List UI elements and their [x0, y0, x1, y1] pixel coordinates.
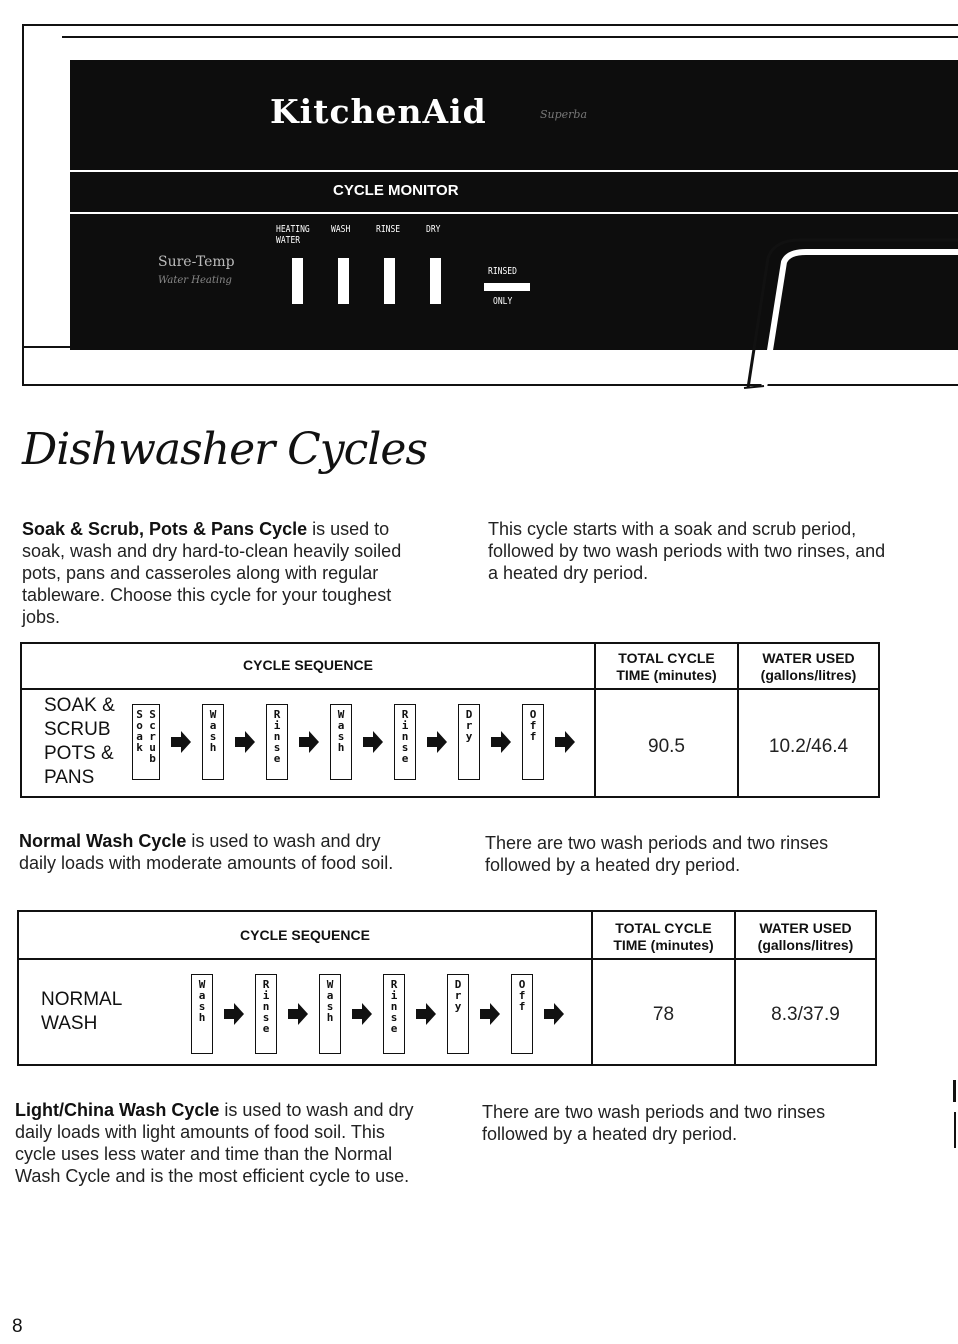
indicator-light-wash — [338, 258, 349, 304]
step-rinse: R i n s e — [394, 704, 416, 780]
cycle-name-line: WASH — [41, 1013, 98, 1034]
only-label: ONLY — [493, 296, 513, 307]
indicator-label-rinse: RINSE — [376, 224, 401, 235]
arrow-right-icon — [543, 1002, 565, 1026]
normal-wash-title: Normal Wash Cycle — [19, 831, 187, 851]
step-dry: D r y — [447, 974, 469, 1054]
indicator-light-dry — [430, 258, 441, 304]
sure-temp-sublabel: Water Heating — [158, 275, 232, 286]
cycle-name-line: NORMAL — [41, 989, 123, 1010]
normal-wash-description — [19, 830, 419, 874]
arrow-right-icon — [426, 730, 448, 754]
indicator-light-heating — [292, 258, 303, 304]
arrow-right-icon — [362, 730, 384, 754]
page-title: Dishwasher Cycles — [22, 424, 427, 475]
cycle-name-normal-wash — [41, 988, 122, 1036]
step-off: O f f — [522, 704, 544, 780]
page-number: 8 — [12, 1316, 23, 1337]
arrow-right-icon — [415, 1002, 437, 1026]
indicator-label-wash: WASH — [331, 224, 351, 235]
total-cycle-time-value: 90.5 — [648, 736, 685, 757]
total-time-header-line2: TIME (minutes) — [613, 937, 714, 953]
arrow-right-icon — [298, 730, 320, 754]
arrow-right-icon — [351, 1002, 373, 1026]
soak-scrub-side-note: This cycle starts with a soak and scrub period, followed by two wash periods with two rinses, and a heated dry period. — [488, 519, 886, 583]
light-china-title: Light/China Wash Cycle — [15, 1100, 220, 1120]
water-used-value: 10.2/46.4 — [768, 736, 849, 757]
margin-mark — [953, 1080, 956, 1102]
soak-scrub-title: Soak & Scrub, Pots & Pans Cycle — [22, 519, 308, 539]
brand-subtitle: Superba — [540, 108, 588, 121]
step-dry: D r y — [458, 704, 480, 780]
step-rinse: R i n s e — [266, 704, 288, 780]
brand-logo: KitchenAid — [270, 92, 487, 131]
arrow-right-icon — [223, 1002, 245, 1026]
cycle-name-line: SCRUB — [44, 719, 111, 740]
rinsed-only-button — [484, 283, 530, 291]
cycle-name-line: PANS — [44, 767, 95, 788]
normal-wash-text: is used to wash and dry daily loads with moderate amounts of food soil. — [19, 831, 394, 873]
water-used-header-line1: WATER USED — [759, 920, 852, 936]
arrow-right-icon — [479, 1002, 501, 1026]
step-wash: W a s h — [202, 704, 224, 780]
cycle-sequence-header: CYCLE SEQUENCE — [243, 657, 373, 673]
step-wash: W a s h — [191, 974, 213, 1054]
cycle-monitor-strip — [70, 170, 958, 214]
soak-scrub-text: is used to soak, wash and dry hard-to-clean heavily soiled pots, pans and casseroles along with regular tableware. Choose this cycle for your toughest jobs. — [22, 519, 402, 627]
water-used-header — [739, 650, 878, 684]
normal-wash-table — [17, 910, 877, 1066]
step-rinse: R i n s e — [255, 974, 277, 1054]
total-time-header-line1: TOTAL CYCLE — [618, 650, 715, 666]
arrow-right-icon — [490, 730, 512, 754]
total-time-header — [596, 650, 737, 684]
step-wash: W a s h — [330, 704, 352, 780]
light-china-text: is used to wash and dry daily loads with light amounts of food soil. This cycle uses less water and time than the Normal Wash Cycle and is the most efficient cycle to use. — [15, 1100, 414, 1186]
water-used-header-line1: WATER USED — [762, 650, 855, 666]
total-time-header-line1: TOTAL CYCLE — [615, 920, 712, 936]
normal-wash-side-note: There are two wash periods and two rinses followed by a heated dry period. — [485, 833, 829, 875]
step-off: O f f — [511, 974, 533, 1054]
cycle-monitor-label: CYCLE MONITOR — [333, 182, 459, 199]
margin-mark — [954, 1112, 956, 1148]
sure-temp-label: Sure-Temp — [158, 254, 235, 270]
total-cycle-time-value: 78 — [652, 1004, 675, 1025]
step-rinse: R i n s e — [383, 974, 405, 1054]
cycle-name-line: POTS & — [44, 743, 114, 764]
arrow-right-icon — [554, 730, 576, 754]
soak-scrub-table — [20, 642, 880, 798]
total-time-header-line2: TIME (minutes) — [616, 667, 717, 683]
step-soak-scrub: S o a k S c r u b — [132, 704, 160, 780]
indicator-label-dry: DRY — [426, 224, 441, 235]
rinsed-label: RINSED — [488, 266, 517, 277]
arrow-right-icon — [287, 1002, 309, 1026]
door-handle — [740, 228, 958, 390]
arrow-right-icon — [234, 730, 256, 754]
water-used-header-line2: (gallons/litres) — [757, 937, 854, 953]
cycle-name-line: SOAK & — [44, 695, 115, 716]
indicator-label-heating: HEATING WATER — [276, 224, 310, 246]
cycle-sequence-header: CYCLE SEQUENCE — [240, 927, 370, 943]
indicator-light-rinse — [384, 258, 395, 304]
water-used-header — [736, 920, 875, 954]
light-china-description — [15, 1099, 415, 1187]
water-used-header-line2: (gallons/litres) — [760, 667, 857, 683]
water-used-value: 8.3/37.9 — [771, 1004, 840, 1025]
light-china-side-note: There are two wash periods and two rinses followed by a heated dry period. — [482, 1102, 826, 1144]
arrow-right-icon — [170, 730, 192, 754]
cycle-name-soak-scrub — [44, 694, 115, 790]
total-time-header — [593, 920, 734, 954]
step-wash: W a s h — [319, 974, 341, 1054]
soak-scrub-description — [22, 518, 422, 628]
